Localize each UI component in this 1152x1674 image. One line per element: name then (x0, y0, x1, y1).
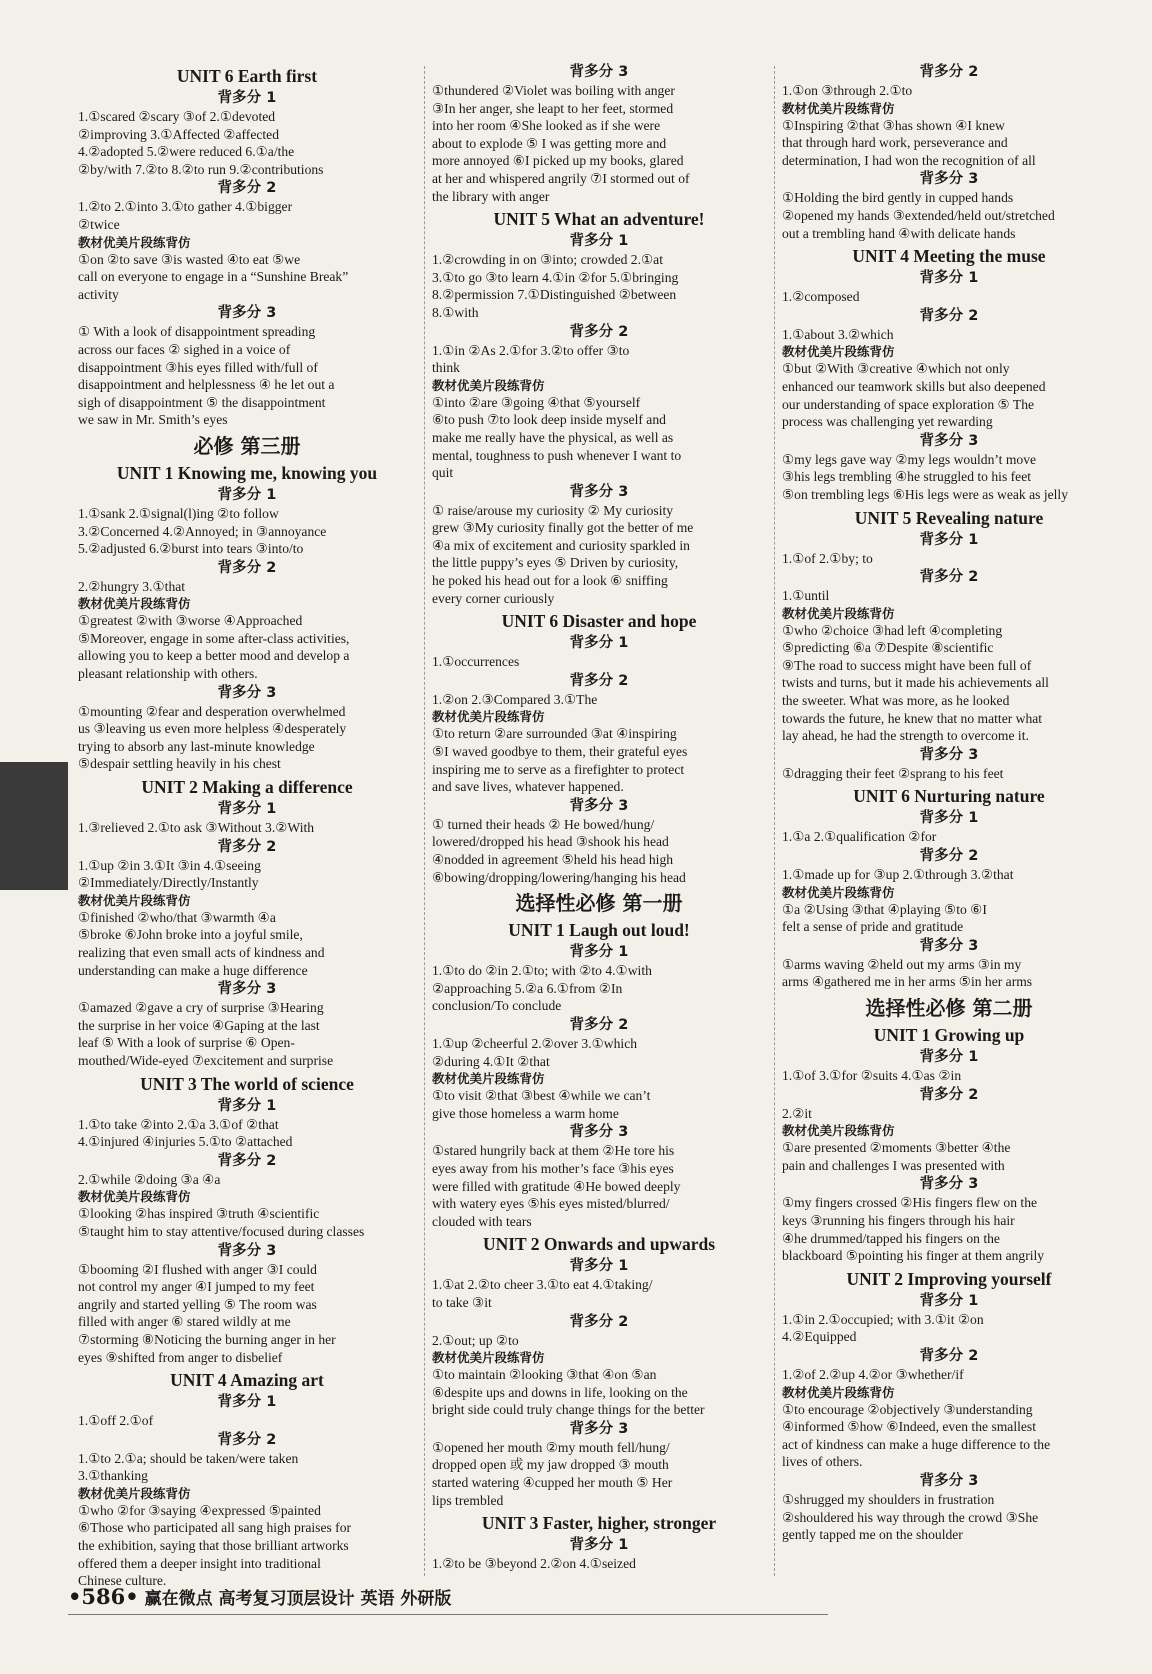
excerpt-label: 教材优美片段练背仿 (782, 605, 895, 621)
answer-line: more annoyed ⑥I picked up my books, glared (432, 153, 684, 169)
answer-line: 1.①off 2.①of (78, 1413, 154, 1429)
unit-heading: UNIT 4 Meeting the muse (852, 246, 1046, 267)
page-footer (68, 1584, 451, 1609)
section-heading: 背多分 2 (217, 1431, 277, 1448)
answer-line: and save lives, whatever happened. (432, 779, 624, 795)
answer-line: to take ③it (432, 1294, 492, 1310)
answer-line: the sweeter. What was more, as he looked (782, 693, 1010, 709)
section-heading: 背多分 1 (919, 810, 979, 827)
answer-line: 1.①to 2.①a; should be taken/were taken (78, 1450, 299, 1466)
answer-line: ③In her anger, she leapt to her feet, stormed (432, 100, 674, 116)
answer-line: bright side could truly change things for the better (432, 1402, 705, 1418)
excerpt-label: 教材优美片段练背仿 (78, 1485, 191, 1501)
section-heading: 背多分 3 (919, 746, 979, 763)
answer-line: 3.①thanking (78, 1468, 148, 1484)
unit-heading: UNIT 1 Growing up (873, 1025, 1025, 1045)
answer-line: ②by/with 7.②to 8.②to run 9.②contributions (78, 161, 324, 177)
answer-line: felt a sense of pride and gratitude (782, 919, 964, 935)
excerpt-label: 教材优美片段练背仿 (78, 1189, 191, 1205)
section-heading: 背多分 2 (919, 1086, 979, 1103)
answer-line: ⑥despite ups and downs in life, looking on the (432, 1384, 688, 1400)
answer-line: 4.①injured ④injuries 5.①to ②attached (78, 1134, 293, 1150)
excerpt-label: 教材优美片段练背仿 (78, 596, 191, 612)
answer-line: ②Immediately/Directly/Instantly (78, 875, 259, 891)
section-heading: 背多分 1 (569, 635, 629, 652)
answer-line: ①but ②With ③creative ④which not only (782, 361, 1010, 377)
answer-line: ① With a look of disappointment spreading (78, 324, 316, 340)
answer-line: 2.①while ②doing ③a ④a (78, 1171, 221, 1187)
section-heading: 背多分 2 (217, 838, 277, 855)
section-heading: 背多分 3 (217, 1242, 277, 1259)
excerpt-label: 教材优美片段练背仿 (782, 1123, 895, 1139)
section-heading: 背多分 2 (569, 1313, 629, 1330)
section-heading: 背多分 1 (569, 1258, 629, 1275)
section-heading: 背多分 3 (217, 684, 277, 701)
answer-line: 1.①about 3.②which (782, 326, 894, 342)
answer-line: blackboard ⑤pointing his finger at them angrily (782, 1248, 1045, 1264)
answer-line: ⑤Moreover, engage in some after-class activities, (78, 630, 350, 646)
answer-line: 1.①scared ②scary ③of 2.①devoted (78, 109, 276, 124)
answer-line: twists and turns, but it made his achievements all (782, 675, 1049, 691)
section-heading: 背多分 3 (919, 937, 979, 954)
answer-line: 1.①until (782, 588, 830, 604)
answer-line: 1.①made up for ③up 2.①through 3.②that (782, 867, 1014, 883)
answer-line: 1.①of 3.①for ②suits 4.①as ②in (782, 1068, 962, 1083)
section-heading: 背多分 1 (919, 270, 979, 287)
section-heading: 背多分 3 (569, 483, 629, 500)
answer-line: disappointment and helplessness ④ he let out a (78, 377, 335, 393)
answer-line: ①booming ②I flushed with anger ③I could (78, 1261, 317, 1277)
answer-line: give those homeless a warm home (432, 1105, 619, 1121)
answer-line: 1.①up ②in 3.①It ③in 4.①seeing (78, 857, 261, 873)
book-title: 赢在微点 高考复习顶层设计 英语 外研版 (144, 1589, 452, 1609)
answer-line: ①a ②Using ③that ④playing ⑤to ⑥I (782, 901, 987, 917)
answer-line: ⑤broke ⑥John broke into a joyful smile, (78, 927, 303, 943)
unit-heading: UNIT 5 Revealing nature (854, 507, 1044, 528)
section-heading: 背多分 2 (217, 180, 277, 197)
answer-line: 1.①at 2.②to cheer 3.①to eat 4.①taking/ (432, 1277, 653, 1293)
section-heading: 背多分 3 (919, 171, 979, 188)
answer-line: ①Inspiring ②that ③has shown ④I knew (782, 117, 1005, 133)
section-heading: 背多分 2 (919, 848, 979, 865)
unit-heading: UNIT 6 Earth first (176, 66, 318, 86)
answer-line: 8.②permission 7.①Distinguished ②between (432, 287, 677, 303)
section-heading: 背多分 2 (217, 1152, 277, 1169)
section-heading: 背多分 1 (217, 801, 277, 818)
answer-line: ①to return ②are surrounded ③at ④inspiring (432, 726, 677, 742)
unit-heading: UNIT 3 The world of science (140, 1073, 354, 1094)
answer-line: us ③leaving us even more helpless ④desperately (78, 721, 347, 737)
answer-line: 1.①of 2.①by; to (782, 550, 873, 566)
answer-line: 1.②on 2.③Compared 3.①The (432, 691, 598, 707)
section-heading: 背多分 2 (217, 559, 277, 576)
volume-heading: 必修 第三册 (193, 433, 301, 458)
answer-line: ①on ②to save ③is wasted ④to eat ⑤we (78, 251, 301, 267)
answer-line: the exhibition, saying that those brilliant artworks (78, 1538, 349, 1554)
answer-line: started watering ④cupped her mouth ⑤ Her (432, 1475, 673, 1491)
section-heading: 背多分 3 (569, 797, 629, 814)
answer-line: 4.②Equipped (782, 1329, 857, 1345)
excerpt-label: 教材优美片段练背仿 (78, 234, 191, 250)
answer-line: mouthed/Wide-eyed ⑦excitement and surprise (78, 1052, 334, 1068)
answer-line: ④he drummed/tapped his fingers on the (782, 1230, 1000, 1246)
answer-line: dropped open 或 my jaw dropped ③ mouth (432, 1457, 669, 1473)
answer-line: ④informed ⑤how ⑥Indeed, even the smallest (782, 1419, 1036, 1435)
section-heading: 背多分 3 (569, 1420, 629, 1437)
answer-line: arms ④gathered me in her arms ⑤in her arms (782, 974, 1033, 990)
answer-line: 1.②to 2.①into 3.①to gather 4.①bigger (78, 199, 293, 215)
answer-line: gently tapped me on the shoulder (782, 1527, 963, 1543)
answer-line: 3.①to go ③to learn 4.①in ②for 5.①bringing (432, 269, 679, 285)
answer-line: our understanding of space exploration ⑤ The (782, 396, 1035, 412)
answer-line: 1.①up ②cheerful 2.②over 3.①which (432, 1035, 638, 1051)
section-heading: 背多分 2 (919, 1347, 979, 1364)
answer-line: conclusion/To conclude (432, 998, 562, 1014)
answer-line: ⑤I waved goodbye to them, their grateful eyes (432, 744, 688, 760)
answer-line: angrily and started yelling ⑤ The room was (78, 1296, 317, 1312)
volume-heading: 选择性必修 第二册 (865, 996, 1033, 1020)
answer-line: with watery eyes ⑤his eyes misted/blurred/ (432, 1196, 670, 1212)
answer-line: determination, I had won the recognition of all (782, 152, 1036, 168)
answer-line: mental, toughness to push whenever I want to (432, 447, 682, 463)
answer-line: ⑤predicting ⑥a ⑦Despite ⑧scientific (782, 640, 994, 656)
answer-line: ①opened her mouth ②my mouth fell/hung/ (432, 1439, 670, 1455)
answer-line: 1.②crowding in on ③into; crowded 2.①at (432, 252, 663, 268)
answer-line: keys ③running his fingers through his hair (782, 1212, 1015, 1228)
answer-line: ①my fingers crossed ②His fingers flew on the (782, 1195, 1038, 1211)
answer-line: think (432, 360, 460, 376)
footer-rule (68, 1614, 828, 1615)
answer-line: ①arms waving ②held out my arms ③in my (782, 956, 1022, 972)
unit-heading: UNIT 5 What an adventure! (493, 209, 705, 230)
answer-line: ①thundered ②Violet was boiling with anger (432, 83, 675, 98)
excerpt-label: 教材优美片段练背仿 (432, 377, 545, 393)
section-heading: 背多分 2 (569, 323, 629, 340)
answer-line: ⑥bowing/dropping/lowering/hanging his head (432, 869, 686, 885)
answer-line: lay ahead, he had the strength to overcome it. (782, 728, 1029, 744)
answer-line: were filled with gratitude ④He bowed deeply (432, 1178, 681, 1194)
answer-line: ①who ②choice ③had left ④completing (782, 622, 1003, 638)
section-heading: 背多分 2 (919, 569, 979, 586)
unit-heading: UNIT 2 Making a difference (141, 777, 353, 798)
answer-line: about to explode ⑤ I was getting more and (432, 135, 667, 151)
answer-line: offered them a deeper insight into traditional (78, 1555, 321, 1571)
section-heading: 背多分 3 (217, 981, 277, 998)
unit-heading: UNIT 1 Knowing me, knowing you (116, 462, 378, 483)
section-heading: 背多分 1 (217, 1097, 277, 1114)
answer-line: the little puppy’s eyes ⑤ Driven by curiosity, (432, 555, 679, 571)
answer-line: lowered/dropped his head ③shook his head (432, 834, 669, 850)
answer-line: 1.①in ②As 2.①for 3.②to offer ③to (432, 342, 630, 358)
excerpt-label: 教材优美片段练背仿 (432, 1071, 545, 1087)
section-heading: 背多分 1 (569, 233, 629, 250)
answer-line: inspiring me to serve as a firefighter to protect (432, 761, 685, 777)
section-tab-marker (0, 762, 68, 890)
answer-line: ②improving 3.①Affected ②affected (78, 126, 280, 142)
answer-line: ④a mix of excitement and curiosity sparkled in (432, 537, 690, 553)
answer-line: ⑨The road to success might have been full of (782, 657, 1032, 673)
section-heading: 背多分 1 (217, 90, 277, 106)
answer-line: not control my anger ④I jumped to my feet (78, 1279, 315, 1295)
answer-line: towards the future, he knew that no matter what (782, 710, 1043, 726)
answer-line: allowing you to keep a better mood and develop a (78, 648, 350, 664)
answer-line: 1.①occurrences (432, 654, 520, 670)
answer-line: ⑤taught him to stay attentive/focused during classes (78, 1223, 365, 1239)
unit-heading: UNIT 2 Onwards and upwards (482, 1234, 716, 1255)
answer-line: ③his legs trembling ④he struggled to his feet (782, 469, 1032, 485)
answer-line: filled with anger ⑥ stared wildly at me (78, 1314, 291, 1330)
excerpt-label: 教材优美片段练背仿 (78, 892, 191, 908)
answer-line: ①shrugged my shoulders in frustration (782, 1491, 995, 1507)
answer-line: 1.②to be ③beyond 2.②on 4.①seized (432, 1556, 636, 1572)
answer-line: 1.②of 2.②up 4.②or ③whether/if (782, 1366, 964, 1382)
answer-line: ①are presented ②moments ③better ④the (782, 1140, 1011, 1156)
answer-line: call on everyone to engage in a “Sunshine Break” (78, 269, 349, 285)
answer-column-1 (78, 62, 416, 1590)
answer-line: make me really have the physical, as well as (432, 429, 674, 445)
answer-line: ②during 4.①It ②that (432, 1053, 550, 1069)
answer-line: 1.①to do ②in 2.①to; with ②to 4.①with (432, 963, 652, 979)
section-heading: 背多分 1 (569, 1537, 629, 1554)
unit-heading: UNIT 1 Laugh out loud! (508, 920, 690, 941)
answer-line: leaf ⑤ With a look of surprise ⑥ Open- (78, 1035, 295, 1051)
answer-line: eyes ⑨shifted from anger to disbelief (78, 1349, 283, 1365)
excerpt-label: 教材优美片段练背仿 (432, 1350, 545, 1366)
answer-line: every corner curiously (432, 590, 555, 606)
answer-line: ①finished ②who/that ③warmth ④a (78, 909, 276, 925)
section-heading: 背多分 1 (919, 1292, 979, 1309)
answer-line: ① raise/arouse my curiosity ② My curiosity (432, 502, 674, 518)
answer-line: grew ③My curiosity finally got the better of me (432, 520, 694, 536)
answer-line: act of kindness can make a huge difference to the (782, 1436, 1051, 1452)
answer-line: 3.②Concerned 4.②Annoyed; in ③annoyance (78, 523, 327, 539)
answer-line: ④nodded in agreement ⑤held his head high (432, 852, 674, 867)
answer-line: ②shouldered his way through the crowd ③She (782, 1509, 1039, 1525)
unit-heading: UNIT 6 Nurturing nature (853, 786, 1045, 807)
answer-line: out a trembling hand ④with delicate hands (782, 225, 1016, 241)
section-heading: 背多分 2 (919, 307, 979, 324)
answer-line: 2.②it (782, 1105, 812, 1121)
answer-column-3 (782, 62, 1116, 1544)
answer-line: ①greatest ②with ③worse ④Approached (78, 613, 303, 629)
section-heading: 背多分 2 (919, 64, 979, 80)
answer-line: eyes away from his mother’s face ③his eyes (432, 1160, 674, 1176)
answer-line: activity (78, 286, 119, 302)
answer-line: Chinese culture. (78, 1573, 167, 1589)
answer-line: 1.①to take ②into 2.①a 3.①of ②that (78, 1116, 279, 1132)
answer-line: ①dragging their feet ②sprang to his feet (782, 765, 1004, 781)
unit-heading: UNIT 3 Faster, higher, stronger (481, 1513, 717, 1534)
answer-line: that through hard work, perseverance and (782, 135, 1008, 151)
answer-line: ⑤despair settling heavily in his chest (78, 756, 281, 772)
answer-column-2 (432, 62, 766, 1573)
answer-line: quit (432, 465, 454, 481)
answer-line: ⑥Those who participated all sang high praises for (78, 1520, 352, 1536)
answer-line: clouded with tears (432, 1213, 532, 1229)
answer-line: sigh of disappointment ⑤ the disappointment (78, 394, 326, 410)
excerpt-label: 教材优美片段练背仿 (782, 100, 895, 116)
section-heading: 背多分 2 (569, 672, 629, 689)
answer-line: lives of others. (782, 1454, 863, 1470)
section-heading: 背多分 3 (569, 64, 629, 80)
answer-line: the library with anger (432, 188, 550, 204)
unit-heading: UNIT 2 Improving yourself (846, 1268, 1052, 1289)
answer-line: 2.①out; up ②to (432, 1332, 519, 1348)
column-divider (774, 66, 775, 1576)
answer-line: ①looking ②has inspired ③truth ④scientific (78, 1206, 320, 1222)
answer-line: into her room ④She looked as if she were (432, 118, 661, 134)
excerpt-label: 教材优美片段练背仿 (782, 1384, 895, 1400)
answer-line: 1.③relieved 2.①to ask ③Without 3.②With (78, 820, 315, 836)
section-heading: 背多分 2 (569, 1016, 629, 1033)
answer-line: ①into ②are ③going ④that ⑤yourself (432, 394, 641, 410)
unit-heading: UNIT 6 Disaster and hope (501, 611, 697, 632)
answer-line: 5.②adjusted 6.②burst into tears ③into/to (78, 541, 304, 557)
column-divider (424, 66, 425, 1576)
answer-line: 1.①sank 2.①signal(l)ing ②to follow (78, 505, 279, 521)
section-heading: 背多分 3 (217, 305, 277, 322)
answer-line: 1.①in 2.①occupied; with 3.①it ②on (782, 1311, 984, 1327)
section-heading: 背多分 1 (217, 486, 277, 503)
answer-line: trying to absorb any last-minute knowledge (78, 738, 315, 754)
section-heading: 背多分 3 (919, 1472, 979, 1489)
answer-line: pleasant relationship with others. (78, 666, 258, 682)
answer-line: understanding can make a huge difference (78, 962, 308, 978)
answer-line: ①who ②for ③saying ④expressed ⑤painted (78, 1502, 321, 1518)
answer-line: lips trembled (432, 1492, 504, 1508)
answer-line: disappointment ③his eyes filled with/full of (78, 359, 318, 375)
answer-line: ②approaching 5.②a 6.①from ②In (432, 980, 623, 996)
section-heading: 背多分 3 (919, 1176, 979, 1193)
answer-line: 8.①with (432, 304, 479, 320)
answer-line: 1.①a 2.①qualification ②for (782, 829, 937, 845)
section-heading: 背多分 3 (569, 1124, 629, 1141)
answer-line: realizing that even small acts of kindness and (78, 945, 325, 960)
answer-line: ①Holding the bird gently in cupped hands (782, 190, 1014, 206)
answer-line: enhanced our teamwork skills but also deepened (782, 378, 1046, 394)
answer-line: ①to encourage ②objectively ③understanding (782, 1401, 1033, 1417)
answer-line: across our faces ② sighed in a voice of (78, 341, 291, 357)
answer-line: ②opened my hands ③extended/held out/stretched (782, 207, 1055, 223)
answer-line: the surprise in her voice ④Gaping at the last (78, 1017, 320, 1033)
answer-line: ① turned their heads ② He bowed/hung/ (432, 816, 655, 832)
answer-line: ①my legs gave way ②my legs wouldn’t move (782, 451, 1037, 467)
section-heading: 背多分 1 (569, 944, 629, 961)
answer-line: ②twice (78, 216, 120, 232)
answer-line: ①to maintain ②looking ③that ④on ⑤an (432, 1367, 657, 1383)
answer-line: ①mounting ②fear and desperation overwhelmed (78, 703, 346, 719)
section-heading: 背多分 3 (919, 432, 979, 449)
answer-line: ①amazed ②gave a cry of surprise ③Hearing (78, 1000, 324, 1016)
answer-line: ⑥to push ⑦to look deep inside myself and (432, 412, 666, 428)
page-number: •586• (68, 1584, 139, 1609)
section-heading: 背多分 1 (919, 531, 979, 548)
answer-line: 1.②composed (782, 289, 860, 305)
answer-line: pain and challenges I was presented with (782, 1157, 1005, 1173)
answer-line: ⑤on trembling legs ⑥His legs were as weak as jelly (782, 486, 1068, 502)
answer-line: 4.②adopted 5.②were reduced 6.①a/the (78, 144, 295, 160)
answer-line: we saw in Mr. Smith’s eyes (78, 412, 228, 428)
excerpt-label: 教材优美片段练背仿 (782, 884, 895, 900)
unit-heading: UNIT 4 Amazing art (170, 1370, 324, 1391)
answer-line: ⑦storming ⑧Noticing the burning anger in her (78, 1331, 336, 1347)
excerpt-label: 教材优美片段练背仿 (782, 344, 895, 360)
answer-line: 2.②hungry 3.①that (78, 578, 186, 594)
volume-heading: 选择性必修 第一册 (515, 891, 683, 916)
excerpt-label: 教材优美片段练背仿 (432, 709, 545, 725)
section-heading: 背多分 1 (217, 1394, 277, 1411)
answer-line: ①to visit ②that ③best ④while we can’t (432, 1088, 651, 1104)
answer-line: process was challenging yet rewarding (782, 414, 993, 430)
answer-line: at her and whispered angrily ⑦I stormed out of (432, 170, 690, 186)
answer-line: ①stared hungrily back at them ②He tore his (432, 1143, 675, 1159)
answer-line: 1.①on ③through 2.①to (782, 83, 913, 98)
answer-line: he poked his head out for a look ⑥ sniffing (432, 573, 668, 589)
section-heading: 背多分 1 (919, 1049, 979, 1065)
